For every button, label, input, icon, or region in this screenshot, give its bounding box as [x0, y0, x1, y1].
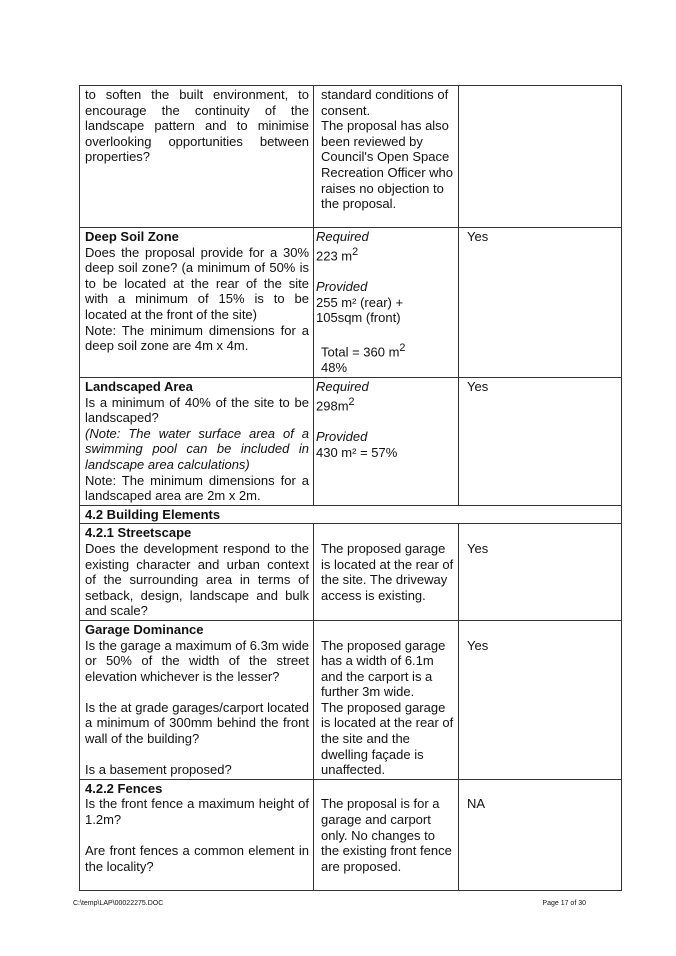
compliance-value: Yes — [467, 637, 489, 653]
compliance-value: Yes — [467, 229, 489, 244]
criteria-text: Is the front fence a maximum height of 1.2m? — [85, 796, 309, 828]
criteria-note: Note: The minimum dimensions for a deep soil zone are 4m x 4m. — [85, 322, 309, 354]
table-row — [80, 228, 622, 378]
section-heading: 4.2 Building Elements — [80, 505, 622, 524]
criteria-note: Note: The minimum dimensions for a landscaped area are 2m x 2m. — [85, 472, 309, 504]
required-label: Required — [316, 229, 369, 244]
response-cell — [314, 378, 459, 506]
criteria-text: Does the proposal provide for a 30% deep soil zone? (a minimum of 50% is to be located at the rear of the site with a minimum of 15% is to be located at the front of the site) — [85, 244, 309, 322]
criteria-cell — [80, 524, 314, 621]
compliance-value: Yes — [467, 379, 489, 394]
table-row — [80, 524, 622, 621]
response-cell — [314, 779, 459, 890]
compliance-cell — [459, 86, 622, 228]
criteria-text: Is the garage a maximum of 6.3m wide or 50% of the width of the street elevation whichever is the lesser? — [85, 637, 309, 684]
percent-value: 48% — [321, 360, 348, 376]
criteria-cell — [80, 86, 314, 228]
table-row — [80, 620, 622, 779]
criteria-cell — [80, 620, 314, 779]
row-heading: 4.2.1 Streetscape — [85, 525, 192, 541]
provided-value: 430 m² = 57% — [316, 444, 398, 460]
table-row — [80, 86, 622, 228]
response-cell — [314, 524, 459, 621]
compliance-cell — [459, 779, 622, 890]
response-text: The proposal is for a garage and carport only. No changes to the existing front fence are proposed. — [321, 796, 452, 874]
provided-label: Provided — [316, 279, 368, 295]
criteria-cell — [80, 378, 314, 506]
response-cell — [314, 86, 459, 228]
compliance-cell — [459, 228, 622, 378]
response-text: The proposed garage has a width of 6.1m and the carport is a further 3m wide. — [321, 637, 446, 700]
assessment-table — [79, 85, 622, 891]
response-cell — [314, 620, 459, 779]
compliance-cell — [459, 524, 622, 621]
criteria-text: Is the at grade garages/carport located a minimum of 300mm behind the front wall of the building? — [85, 699, 309, 747]
criteria-text: Are front fences a common element in the locality? — [85, 843, 309, 874]
compliance-cell — [459, 378, 622, 506]
response-cell — [314, 228, 459, 378]
response-text: The proposed garage is located at the rear of the site. The driveway access is existing. — [321, 540, 454, 603]
table-row — [80, 378, 622, 506]
row-heading: Deep Soil Zone — [85, 229, 179, 244]
required-value: $298m^2$ — [316, 395, 355, 413]
row-heading: 4.2.2 Fences — [85, 780, 163, 796]
response-text: The proposal has also been reviewed by Council's Open Space Recreation Officer who raises no objection to the proposal. — [321, 118, 453, 212]
provided-label: Provided — [316, 429, 368, 445]
criteria-cell — [80, 228, 314, 378]
criteria-cell — [80, 779, 314, 890]
provided-value: 105sqm (front) — [316, 310, 401, 326]
total-value: Total = 360 $m^2$ — [321, 342, 406, 360]
compliance-cell — [459, 620, 622, 779]
criteria-note: (Note: The water surface area of a swimming pool can be included in landscape area calculations) — [85, 425, 309, 472]
footer-page-number: Page 17 of 30 — [542, 900, 586, 907]
criteria-text: Does the development respond to the existing character and urban context of the surrounding area in terms of setback, design, landscape and bulk and scale? — [85, 540, 309, 619]
row-heading: Landscaped Area — [85, 379, 193, 394]
required-value: 223 $m^2$ — [316, 245, 359, 263]
criteria-text: Is a basement proposed? — [85, 762, 232, 778]
required-label: Required — [316, 379, 369, 394]
criteria-text: to soften the built environment, to encourage the continuity of the landscape pattern and to minimise overlooking opportunities between properties? — [85, 87, 309, 165]
provided-value: 255 m² (rear) + — [316, 294, 404, 310]
compliance-value: Yes — [467, 540, 489, 556]
response-text: The proposed garage is located at the rear of the site and the dwelling façade is unaffected. — [321, 699, 454, 778]
criteria-text: Is a minimum of 40% of the site to be landscaped? — [85, 394, 309, 426]
response-text: standard conditions of consent. — [321, 87, 449, 118]
footer-file-path: C:\temp\LAP\00022275.DOC — [73, 900, 164, 907]
compliance-value: NA — [467, 796, 486, 812]
section-row — [80, 505, 622, 524]
table-row — [80, 779, 622, 890]
row-heading: Garage Dominance — [85, 621, 204, 637]
